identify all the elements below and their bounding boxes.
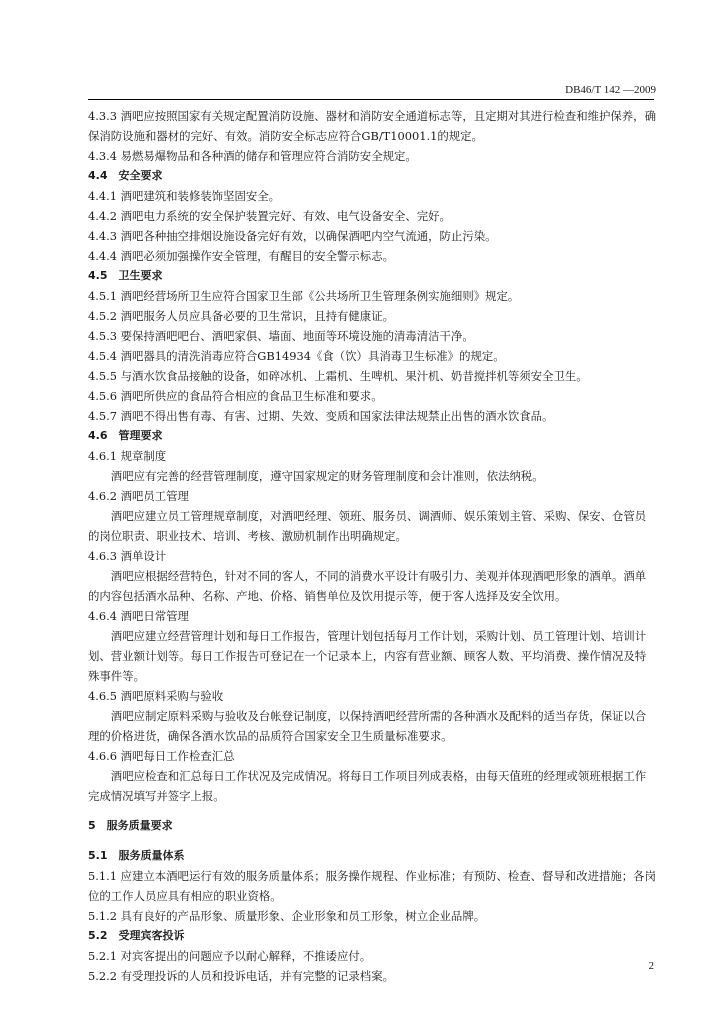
paragraph: 4.5.6 酒吧所供应的食品符合相应的食品卫生标准和要求。: [88, 389, 383, 403]
paragraph: 酒吧应有完善的经营管理制度，遵守国家规定的财务管理制度和会计准则，依法纳税。: [110, 469, 544, 483]
paragraph: 4.6.2 酒吧员工管理: [88, 489, 189, 503]
section-heading: 4.6 管理要求: [88, 429, 163, 442]
header-rule: [88, 99, 654, 100]
paragraph: 5.2.1 对宾客提出的问题应予以耐心解释，不推诿应付。: [88, 949, 372, 963]
section-heading: 5.1 服务质量体系: [88, 849, 185, 862]
paragraph: 酒吧应制定原料采购与验收及台帐登记制度，以保持酒吧经营所需的各种酒水及配料的适当存货，保证以合理的价格进货，确保各酒水饮品的品质符合国家安全卫生质量标准要求。: [88, 709, 647, 743]
paragraph: 4.4.2 酒吧电力系统的安全保护装置完好、有效、电气设备安全、完好。: [88, 209, 451, 223]
section-heading: 4.5 卫生要求: [88, 269, 163, 282]
paragraph: 5.1.2 具有良好的产品形象、质量形象、企业形象和员工形象，树立企业品牌。: [88, 909, 486, 923]
paragraph: 酒吧应检查和汇总每日工作状况及完成情况。将每日工作项目列成表格，由每天值班的经理或领班根据工作完成情况填写并签字上报。: [88, 769, 647, 803]
paragraph: 4.5.5 与酒水饮食品接触的设备，如碎冰机、上霜机、生啤机、果汁机、奶昔搅拌机等须安全卫生。: [88, 369, 588, 383]
paragraph: 4.5.2 酒吧服务人员应具备必要的卫生常识，且持有健康证。: [88, 309, 394, 323]
paragraph: 5.1.1 应建立本酒吧运行有效的服务质量体系；服务操作规程、作业标准；有预防、检查、督导和改进措施；各岗位的工作人员应具有相应的职业资格。: [88, 869, 656, 903]
paragraph: 4.6.3 酒单设计: [88, 549, 167, 563]
paragraph: 4.6.6 酒吧每日工作检查汇总: [88, 749, 235, 763]
paragraph: 4.5.4 酒吧器具的清洗消毒应符合GB14934《食（饮）具消毒卫生标准》的规定。: [88, 349, 505, 363]
paragraph: 4.6.5 酒吧原料采购与验收: [88, 689, 224, 703]
paragraph: 4.3.3 酒吧应按照国家有关规定配置消防设施、器材和消防安全通道标志等，且定期对其进行检查和维护保养，确保消防设施和器材的完好、有效。消防安全标志应符合GB/T10001.1的规定。: [88, 109, 656, 143]
paragraph: 4.6.4 酒吧日常管理: [88, 609, 189, 623]
paragraph: 4.3.4 易燃易爆物品和各种酒的储存和管理应符合消防安全规定。: [88, 149, 417, 163]
paragraph: 4.4.1 酒吧建筑和装修装饰坚固安全。: [88, 189, 281, 203]
paragraph: 4.5.7 酒吧不得出售有毒、有害、过期、失效、变质和国家法律法规禁止出售的酒水饮食品。: [88, 409, 554, 423]
section-heading: 5 服务质量要求: [88, 819, 173, 832]
paragraph: 5.2.2 有受理投诉的人员和投诉电话，并有完整的记录档案。: [88, 969, 394, 983]
paragraph: 酒吧应建立经营管理计划和每日工作报告，管理计划包括每月工作计划，采购计划、员工管理计划、培训计划、营业额计划等。每日工作报告可登记在一个记录本上，内容有营业额、顾客人数、平均消费、操作情况及特殊事件等。: [88, 629, 647, 683]
paragraph: 4.4.4 酒吧必须加强操作安全管理，有醒目的安全警示标志。: [88, 249, 394, 263]
section-heading: 4.4 安全要求: [88, 169, 163, 182]
spacer: [88, 806, 656, 816]
spacer: [88, 836, 656, 846]
paragraph: 4.4.3 酒吧各种抽空排烟设施设备完好有效，以确保酒吧内空气流通，防止污染。: [88, 229, 497, 243]
paragraph: 酒吧应根据经营特色，针对不同的客人，不同的消费水平设计有吸引力、美观并体现酒吧形象的酒单。酒单的内容包括酒水品种、名称、产地、价格、销售单位及饮用提示等，便于客人选择及安全饮用。: [88, 569, 647, 603]
document-code: DB46/T 142 —2009: [565, 84, 656, 96]
section-heading: 5.2 受理宾客投诉: [88, 929, 185, 942]
paragraph: 4.5.1 酒吧经营场所卫生应符合国家卫生部《公共场所卫生管理条例实施细则》规定。: [88, 289, 520, 303]
paragraph: 4.6.1 规章制度: [88, 449, 167, 463]
page-number: 2: [648, 960, 654, 972]
paragraph: 酒吧应建立员工管理规章制度，对酒吧经理、领班、服务员、调酒师、娱乐策划主管、采购、保安、仓管员的岗位职责、职业技术、培训、考核、激励机制作出明确规定。: [88, 509, 647, 543]
document-body: [88, 106, 656, 986]
paragraph: 4.5.3 要保持酒吧吧台、酒吧家俱、墙面、地面等环境设施的清毒清洁干净。: [88, 329, 474, 343]
